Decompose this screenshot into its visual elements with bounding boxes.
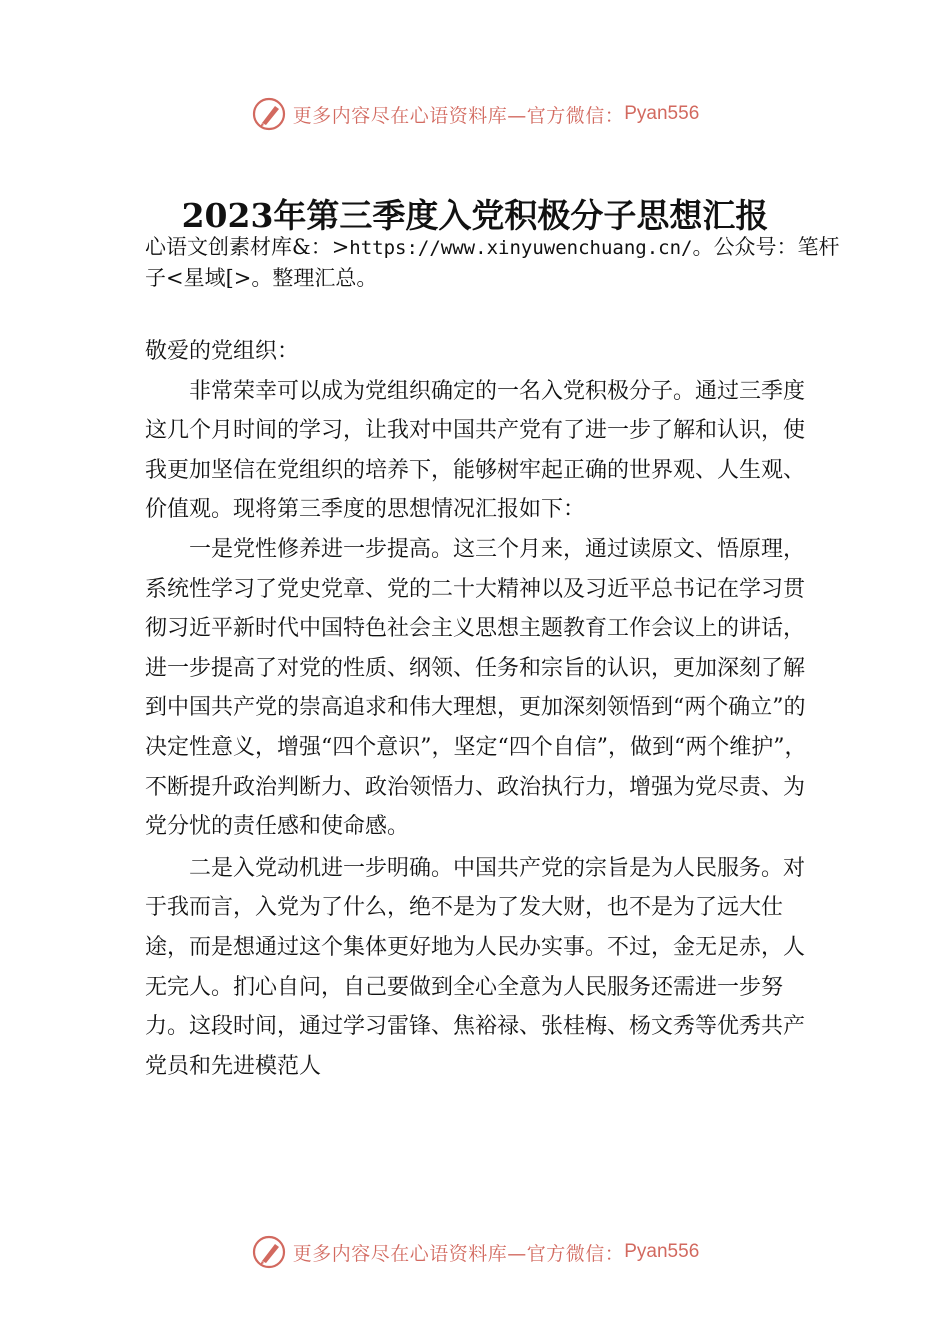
paragraph: 二是入党动机进一步明确。中国共产党的宗旨是为人民服务。对于我而言，入党为了什么，绝不是为了发大财，也不是为了远大仕途，而是想通过这个集体更好地为人民办实事。不过，金无足赤，人无完人。扪心自问，自己要做到全心全意为人民服务还需进一步努力。这段时间，通过学习雷锋、焦裕禄、张桂梅、杨文秀等优秀共产党员和先进模范人 (145, 855, 806, 1079)
header-banner (0, 94, 950, 134)
banner-wechat-id: Pyan556 (624, 103, 700, 124)
pen-logo-icon (251, 1234, 287, 1270)
salutation: 敬爱的党组织： (145, 339, 300, 364)
footer-banner (0, 1232, 950, 1272)
document-title: 2023年第三季度入党积极分子思想汇报 (181, 196, 769, 235)
source-note (145, 232, 845, 293)
paragraph: 非常荣幸可以成为党组织确定的一名入党积极分子。通过三季度这几个月时间的学习，让我对中国共产党有了进一步了解和认识，使我更加坚信在党组织的培养下，能够树牢起正确的世界观、人生观、价值观。现将第三季度的思想情况汇报如下： (145, 378, 806, 523)
banner-text: 更多内容尽在心语资料库—官方微信： (292, 1242, 625, 1265)
pen-logo-icon (251, 96, 287, 132)
paragraph: 一是党性修养进一步提高。这三个月来，通过读原文、悟原理，系统性学习了党史党章、党的二十大精神以及习近平总书记在学习贯彻习近平新时代中国特色社会主义思想主题教育工作会议上的讲话，进一步提高了对党的性质、纲领、任务和宗旨的认识，更加深刻了解到中国共产党的崇高追求和伟大理想，更加深刻领悟到“两个确立”的决定性意义，增强“四个意识”，坚定“四个自信”，做到“两个维护”，不断提升政治判断力、政治领悟力、政治执行力，增强为党尽责、为党分忧的责任感和使命感。 (145, 536, 807, 840)
banner-text: 更多内容尽在心语资料库—官方微信： (292, 104, 625, 127)
banner-wechat-id: Pyan556 (624, 1241, 700, 1262)
document-body (145, 332, 810, 1086)
source-suffix: 。公众号：笔杆子<星域[>。整理汇总。 (145, 235, 840, 290)
source-url[interactable]: https://www.xinyuwenchuang.cn/ (349, 237, 693, 259)
source-prefix: 心语文创素材库&：> (145, 235, 350, 259)
